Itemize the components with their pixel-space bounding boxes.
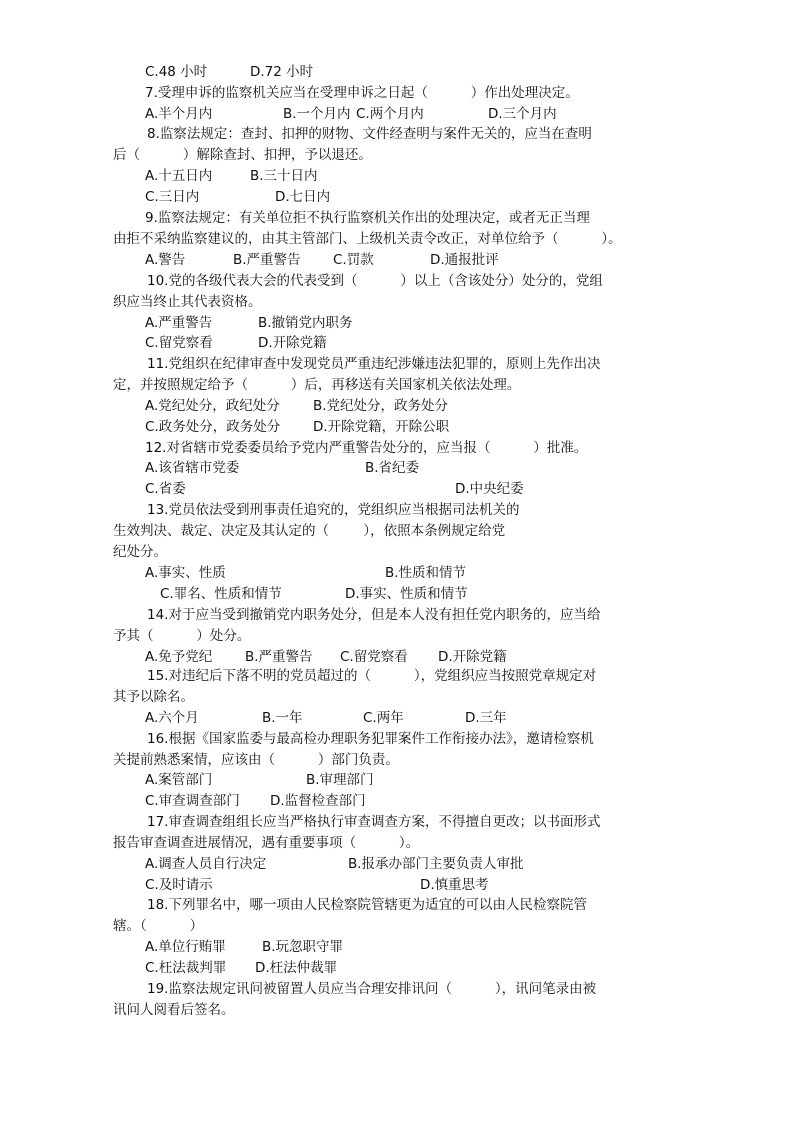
q11-option-d: D.开除党籍，开除公职 (313, 419, 450, 435)
q16-option-d: D.监督检查部门 (270, 793, 366, 809)
q10-stem-line2: 织应当终止其代表资格。 (113, 294, 262, 310)
q7-option-a: A.半个月内 (145, 106, 213, 122)
q15-option-b: B.一年 (262, 710, 303, 726)
q14-stem-line2: 予其（ ）处分。 (113, 628, 251, 644)
q19-stem-line2: 讯问人阅看后签名。 (113, 1002, 235, 1018)
q16-stem-line1: 16.根据《国家监委与最高检办理职务犯罪案件工作衔接办法》，邀请检察机 (147, 731, 594, 747)
q9-option-b: B.严重警告 (233, 252, 301, 268)
q7-option-b: B.一个月内 (283, 106, 351, 122)
q11-option-a: A.党纪处分，政纪处分 (145, 398, 280, 414)
q7-option-d: D.三个月内 (488, 106, 557, 122)
q15-option-c: C.两年 (363, 710, 404, 726)
q13-option-c: C.罪名、性质和情节 (160, 586, 282, 602)
q6-option-c: C.48 小时 (145, 64, 208, 80)
q16-option-c: C.审查调查部门 (145, 793, 240, 809)
q13-option-b: B.性质和情节 (385, 565, 467, 581)
q16-stem-line2: 关提前熟悉案情，应该由（ ）部门负责。 (113, 752, 399, 768)
q8-stem-line2: 后（ ）解除查封、扣押，予以退还。 (113, 147, 372, 163)
q16-option-b: B.审理部门 (306, 772, 374, 788)
q17-stem-line1: 17.审查调查组组长应当严格执行审查调查方案，不得擅自更改；以书面形式 (147, 814, 601, 830)
q8-option-c: C.三日内 (145, 189, 200, 205)
q15-stem-line2: 其予以除名。 (113, 689, 194, 705)
q9-stem-line1: 9.监察法规定：有关单位拒不执行监察机关作出的处理决定，或者无正当理 (145, 210, 590, 226)
q7-option-c: C.两个月内 (356, 106, 424, 122)
q16-option-a: A.案管部门 (145, 772, 213, 788)
q14-stem-line1: 14.对于应当受到撤销党内职务处分，但是本人没有担任党内职务的，应当给 (147, 607, 601, 623)
q15-option-d: D.三年 (465, 710, 507, 726)
q9-option-d: D.通报批评 (430, 252, 499, 268)
q11-stem-line2: 定，并按照规定给予（ ）后，再移送有关国家机关依法处理。 (113, 377, 521, 393)
q14-option-b: B.严重警告 (245, 649, 313, 665)
q18-stem-line1: 18.下列罪名中，哪一项由人民检察院管辖更为适宜的可以由人民检察院管 (147, 897, 587, 913)
q8-option-a: A.十五日内 (145, 168, 213, 184)
q8-option-b: B.三十日内 (250, 168, 318, 184)
q18-option-d: D.枉法仲裁罪 (255, 960, 338, 976)
q6-option-d: D.72 小时 (250, 64, 314, 80)
q17-option-d: D.慎重思考 (420, 877, 489, 893)
q19-stem-line1: 19.监察法规定讯问被留置人员应当合理安排讯问（ ），讯问笔录由被 (147, 981, 597, 997)
q13-stem-line3: 纪处分。 (113, 544, 167, 560)
q17-option-a: A.调查人员自行决定 (145, 856, 267, 872)
q10-option-d: D.开除党籍 (258, 335, 327, 351)
q9-option-a: A.警告 (145, 252, 186, 268)
q8-stem-line1: 8.监察法规定：查封、扣押的财物、文件经查明与案件无关的，应当在查明 (147, 126, 592, 142)
q9-stem-line2: 由拒不采纳监察建议的，由其主管部门、上级机关责令改正，对单位给予（ ）。 (113, 231, 622, 247)
q10-option-c: C.留党察看 (145, 335, 213, 351)
q14-option-d: D.开除党籍 (438, 649, 507, 665)
q15-stem-line1: 15.对违纪后下落不明的党员超过的（ ），党组织应当按照党章规定对 (147, 668, 597, 684)
q13-stem-line2: 生效判决、裁定、决定及其认定的（ ），依照本条例规定给党 (113, 523, 506, 539)
q13-option-a: A.事实、性质 (145, 565, 226, 581)
q17-stem-line2: 报告审查调查进展情况，遇有重要事项（ ）。 (113, 835, 420, 851)
q15-option-a: A.六个月 (145, 710, 199, 726)
q11-option-b: B.党纪处分，政务处分 (313, 398, 449, 414)
q17-option-b: B.报承办部门主要负责人审批 (348, 856, 524, 872)
q9-option-c: C.罚款 (333, 252, 374, 268)
q14-option-a: A.免予党纪 (145, 649, 213, 665)
q17-option-c: C.及时请示 (145, 877, 213, 893)
q7-stem: 7.受理申诉的监察机关应当在受理申诉之日起（ ）作出处理决定。 (145, 85, 579, 101)
q10-stem-line1: 10.党的各级代表大会的代表受到（ ）以上（含该处分）处分的，党组 (147, 273, 603, 289)
q18-stem-line2: 辖。（ ） (113, 918, 204, 934)
q12-stem: 12.对省辖市党委委员给予党内严重警告处分的，应当报（ ）批准。 (145, 440, 588, 456)
q13-option-d: D.事实、性质和情节 (345, 586, 468, 602)
q8-option-d: D.七日内 (275, 189, 331, 205)
q12-option-a: A.该省辖市党委 (145, 460, 240, 476)
q18-option-a: A.单位行贿罪 (145, 939, 226, 955)
q10-option-a: A.严重警告 (145, 315, 213, 331)
q11-stem-line1: 11.党组织在纪律审查中发现党员严重违纪涉嫌违法犯罪的，原则上先作出决 (147, 356, 601, 372)
q11-option-c: C.政务处分，政务处分 (145, 419, 281, 435)
q12-option-b: B.省纪委 (365, 460, 420, 476)
q18-option-c: C.枉法裁判罪 (145, 960, 227, 976)
q13-stem-line1: 13.党员依法受到刑事责任追究的，党组织应当根据司法机关的 (147, 502, 520, 518)
q18-option-b: B.玩忽职守罪 (262, 939, 344, 955)
q12-option-c: C.省委 (145, 481, 186, 497)
q14-option-c: C.留党察看 (340, 649, 408, 665)
q10-option-b: B.撤销党内职务 (258, 315, 353, 331)
q12-option-d: D.中央纪委 (455, 481, 524, 497)
